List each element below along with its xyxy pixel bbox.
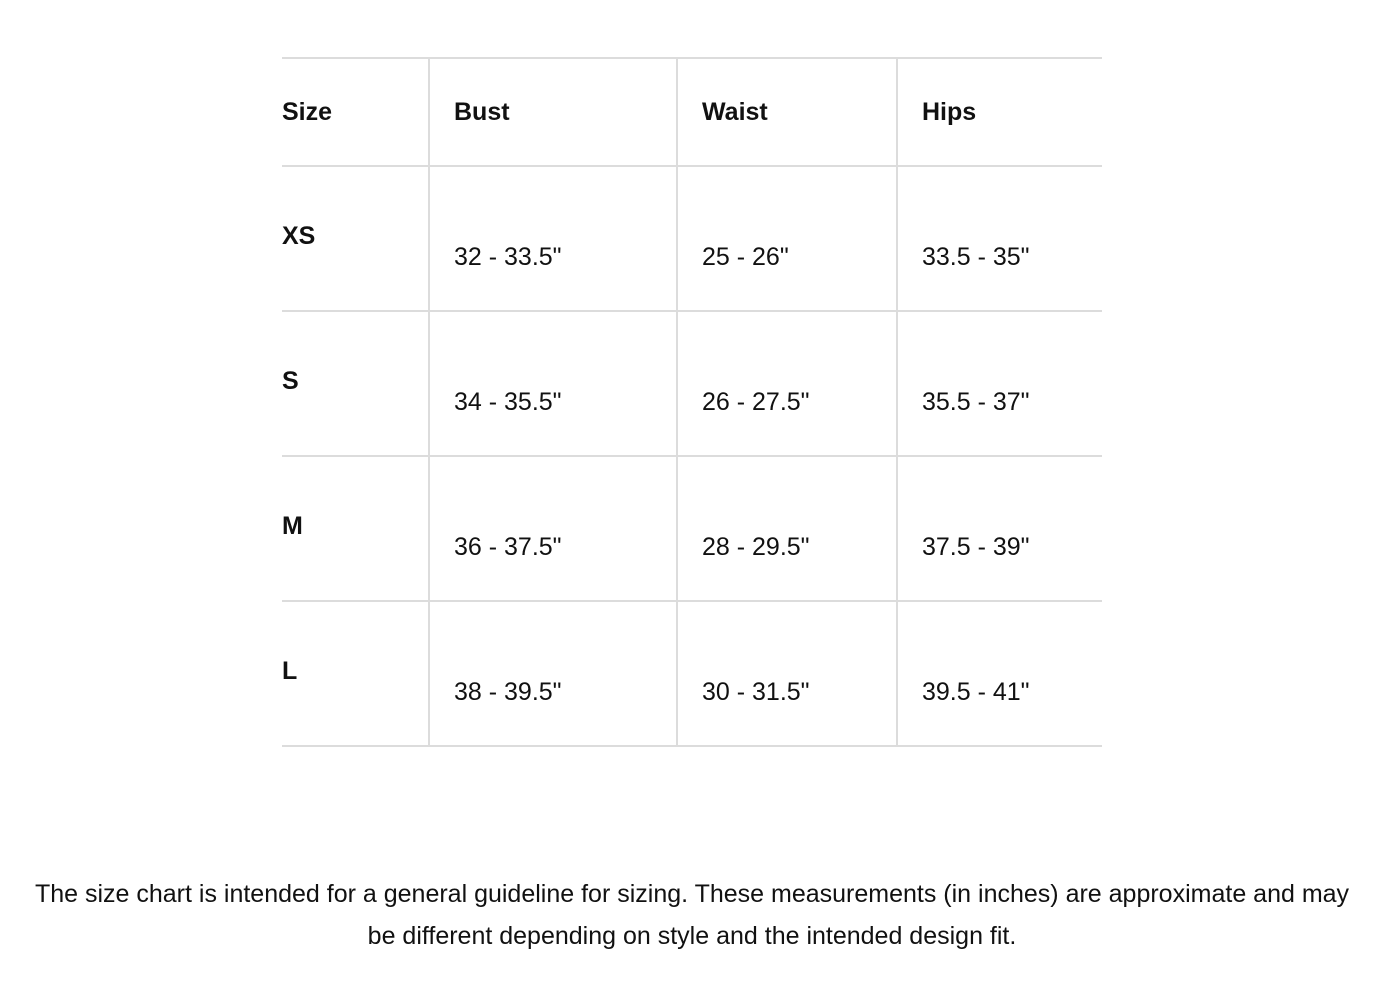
- waist-cell: 30 - 31.5": [677, 601, 897, 746]
- header-size: Size: [282, 58, 429, 166]
- size-cell: [282, 311, 429, 456]
- hips-cell: 37.5 - 39": [897, 456, 1102, 601]
- bust-cell: 32 - 33.5": [429, 166, 677, 311]
- table-row: [282, 311, 1102, 456]
- size-cell: [282, 166, 429, 311]
- waist-cell: 28 - 29.5": [677, 456, 897, 601]
- size-label: XS: [282, 222, 316, 250]
- header-waist: Waist: [677, 58, 897, 166]
- table-row: [282, 166, 1102, 311]
- size-cell: [282, 601, 429, 746]
- hips-cell: 33.5 - 35": [897, 166, 1102, 311]
- header-bust: Bust: [429, 58, 677, 166]
- size-label: S: [282, 367, 299, 395]
- hips-cell: 35.5 - 37": [897, 311, 1102, 456]
- size-chart-note: The size chart is intended for a general guideline for sizing. These measurements (in inches) are approximate and may be different depending on style and the intended design fit.: [34, 880, 1350, 950]
- waist-cell: 25 - 26": [677, 166, 897, 311]
- size-label: M: [282, 512, 303, 540]
- size-chart-header: [282, 58, 1102, 166]
- bust-cell: 36 - 37.5": [429, 456, 677, 601]
- table-row: [282, 601, 1102, 746]
- header-hips: Hips: [897, 58, 1102, 166]
- bust-cell: 34 - 35.5": [429, 311, 677, 456]
- bust-cell: 38 - 39.5": [429, 601, 677, 746]
- hips-cell: 39.5 - 41": [897, 601, 1102, 746]
- header-row: [282, 58, 1102, 166]
- size-chart-body: [282, 166, 1102, 746]
- table-row: [282, 456, 1102, 601]
- waist-cell: 26 - 27.5": [677, 311, 897, 456]
- size-cell: [282, 456, 429, 601]
- size-label: L: [282, 657, 298, 685]
- size-chart-table: [282, 57, 1102, 747]
